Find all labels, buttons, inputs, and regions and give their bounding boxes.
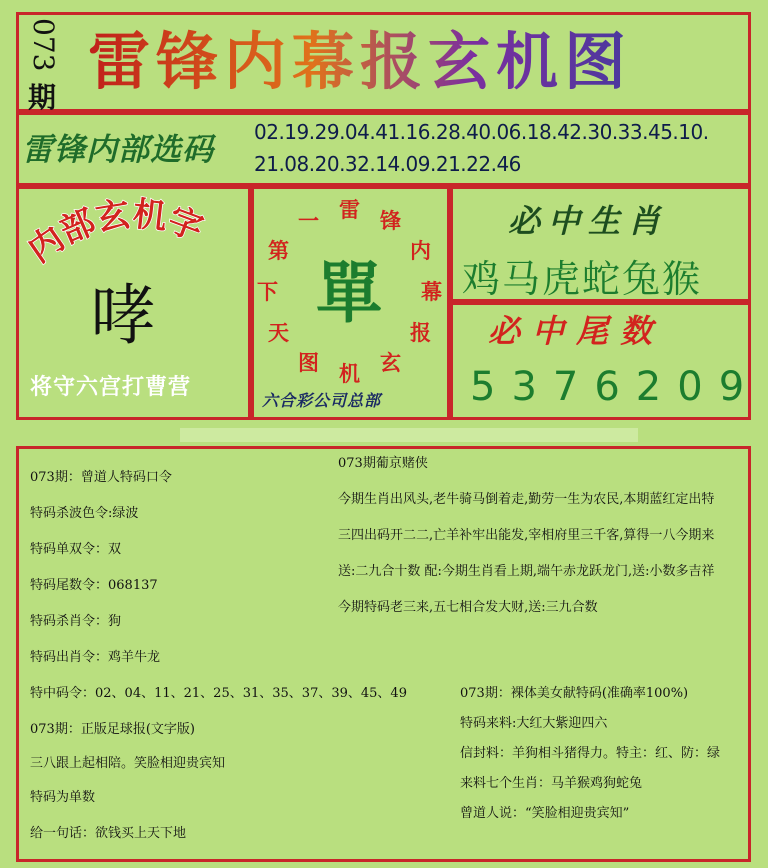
right-upper-line: 送:二九合十数 配:今期生肖看上期,端午赤龙跃龙门,送:小数多吉祥 bbox=[338, 564, 715, 579]
zodiac-animals: 鸡马虎蛇兔猴 bbox=[462, 257, 703, 301]
issue-suffix: 期 bbox=[28, 81, 57, 114]
wheel-ring-char: 机 bbox=[339, 361, 360, 386]
wheel-ring-char: 内 bbox=[410, 238, 431, 263]
left-column-line: 特码杀肖令：狗 bbox=[30, 614, 122, 629]
left-column-line: 特码为单数 bbox=[30, 790, 96, 805]
right-upper-heading: 073期葡京赌侠 bbox=[338, 456, 428, 471]
wheel-ring-char: 幕 bbox=[421, 279, 442, 304]
internal-numbers-label: 雷锋内部选码 bbox=[22, 132, 214, 168]
wheel-footer: 六合彩公司总部 bbox=[262, 391, 382, 410]
wheel-ring-char: 报 bbox=[410, 320, 431, 345]
tail-title: 必中尾数 bbox=[488, 312, 665, 350]
right-lower-line: 来料七个生肖：马羊猴鸡狗蛇兔 bbox=[460, 776, 643, 791]
internal-numbers-line1: 02.19.29.04.41.16.28.40.06.18.42.30.33.45.10. bbox=[254, 120, 709, 144]
mystery-character: 哮 bbox=[90, 277, 156, 354]
left-column-line: 073期：曾道人特码口令 bbox=[30, 470, 172, 485]
wheel-center: 單 bbox=[316, 254, 382, 332]
left-column-line: 特码单双令：双 bbox=[30, 542, 122, 557]
mystery-arc-title: 内部玄机字 bbox=[21, 194, 209, 271]
divider-strip bbox=[180, 428, 638, 442]
right-lower-line: 073期：裸体美女献特码(准确率100%) bbox=[460, 686, 689, 701]
left-column-line: 特码尾数令：068137 bbox=[30, 578, 158, 593]
left-column-line: 给一句话：欲钱买上天下地 bbox=[30, 826, 187, 841]
right-upper-line: 三四出码开二二,亡羊补牢出能发,宰相府里三千客,算得一八今期来 bbox=[338, 528, 715, 543]
right-upper-line: 今期特码老三来,五七相合发大财,送:三九合数 bbox=[338, 600, 598, 615]
issue-number: 073 bbox=[27, 18, 60, 72]
wheel-ring-char: 雷 bbox=[339, 197, 360, 222]
wheel-ring-char: 第 bbox=[267, 238, 289, 263]
wheel-ring-char: 图 bbox=[298, 350, 319, 375]
wheel-ring-char: 锋 bbox=[380, 207, 401, 233]
right-lower-line: 曾道人说：“笑脸相迎贵宾知” bbox=[460, 806, 630, 821]
left-column-line: 073期：正版足球报(文字版) bbox=[30, 722, 195, 737]
right-upper-line: 今期生肖出风头,老牛骑马倒着走,勤劳一生为农民,本期蓝红定出特 bbox=[338, 492, 715, 507]
wheel-ring-char: 下 bbox=[257, 279, 278, 304]
right-lower-line: 信封料：羊狗相斗猪得力。特主：红、防：绿 bbox=[460, 746, 721, 761]
page-title: 雷锋内幕报玄机图 bbox=[88, 22, 728, 102]
left-column-line: 特码出肖令：鸡羊牛龙 bbox=[30, 650, 161, 665]
wheel-ring-char: 一 bbox=[298, 207, 319, 233]
mystery-phrase: 将守六宫打曹营 bbox=[30, 374, 192, 400]
left-column-line: 特码杀波色令:绿波 bbox=[30, 506, 139, 521]
wheel-ring-char: 天 bbox=[267, 320, 289, 345]
right-lower-line: 特码来料:大红大紫迎四六 bbox=[460, 716, 608, 731]
tail-digits: 5376209 bbox=[470, 364, 761, 410]
left-column-line: 特中码令：02、04、11、21、25、31、35、37、39、45、49 bbox=[30, 686, 407, 701]
issue-label bbox=[24, 14, 64, 114]
internal-numbers-line2: 21.08.20.32.14.09.21.22.46 bbox=[254, 152, 521, 176]
zodiac-title: 必中生肖 bbox=[508, 202, 669, 240]
left-column-line: 三八跟上起相陪。笑脸相迎贵宾知 bbox=[30, 756, 226, 771]
wheel-ring-char: 玄 bbox=[380, 350, 401, 375]
